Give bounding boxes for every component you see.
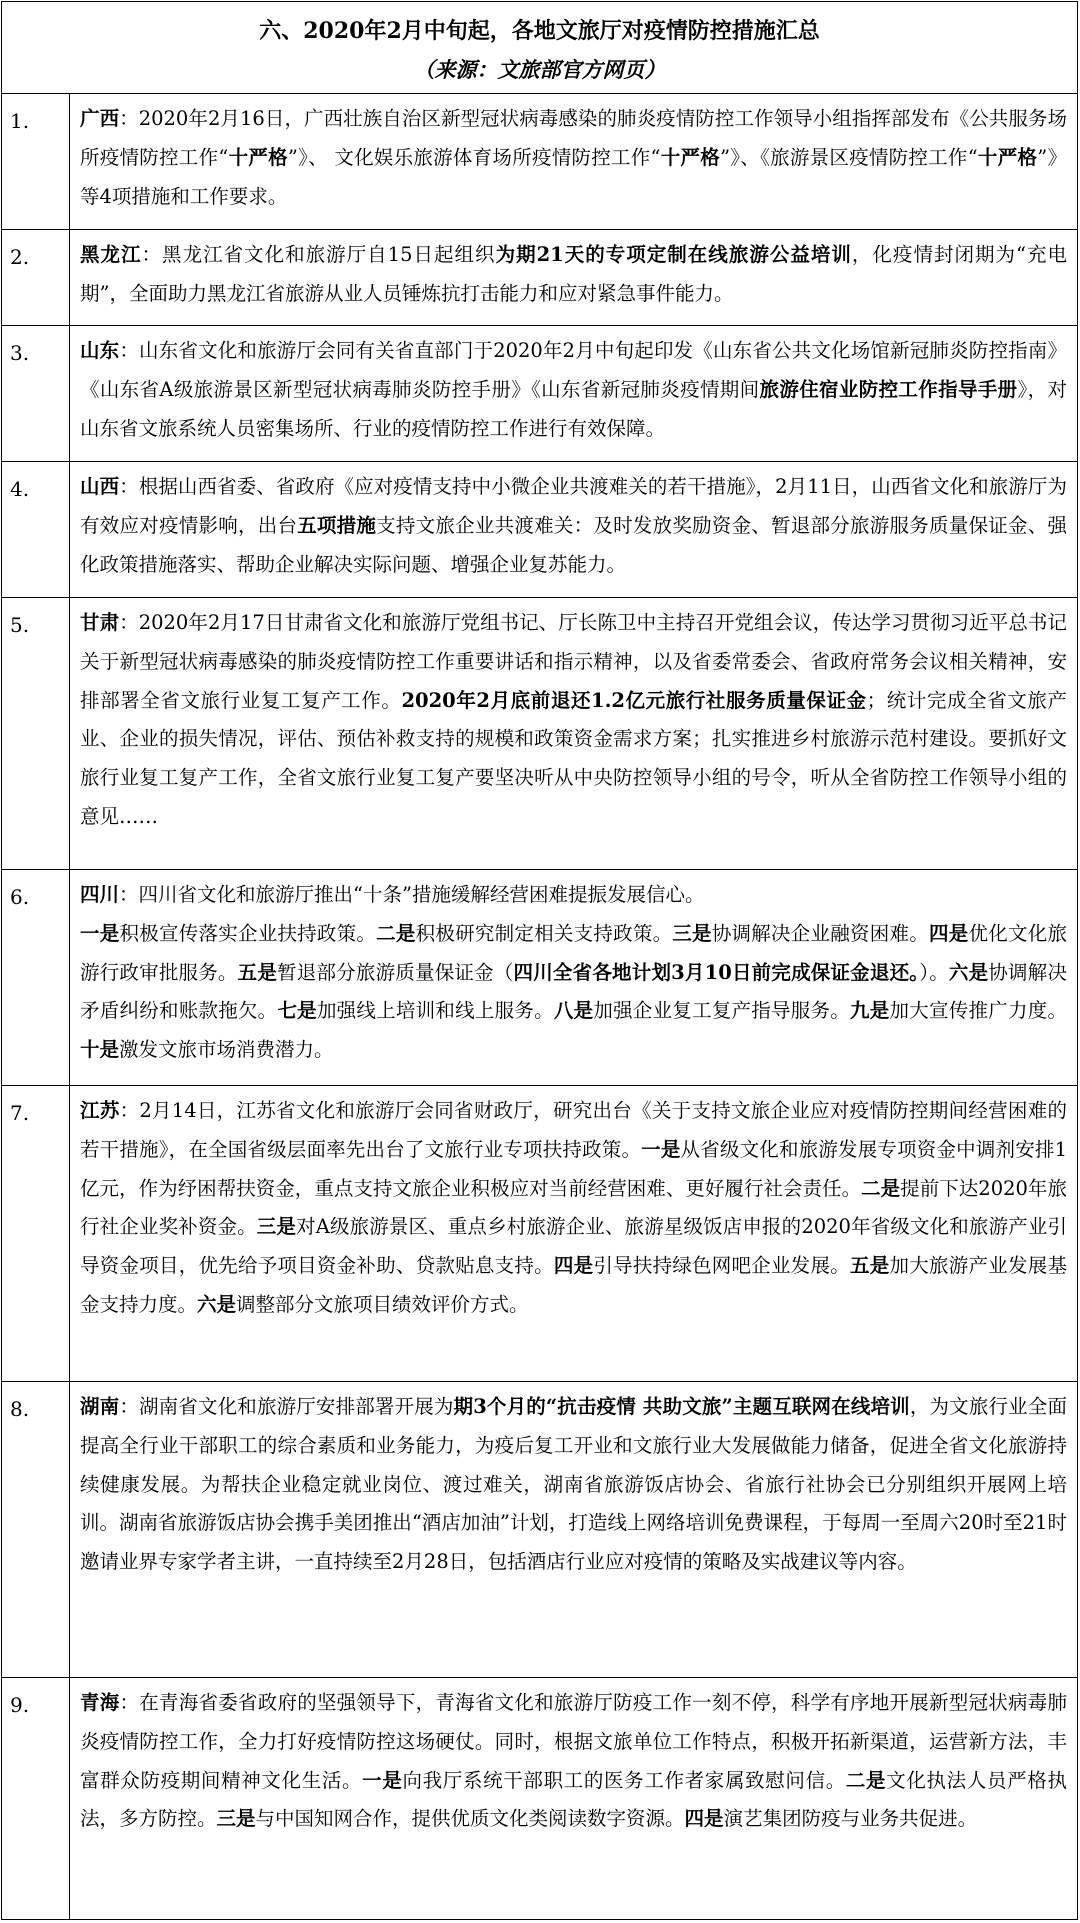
body-text: ：2020年2月17日甘肃省文化和旅游厅党组书记、厅长陈卫中主持召开党组会议，传达学习贯彻习近平总书记关于新型冠状病毒感染的肺炎疫情防控工作重要讲话和指示精神，以及省委常委会、省政府常务会议相关精神，安排部署全省文旅行业复工复产工作。 <box>80 611 1067 712</box>
body-text: 调整部分文旅项目绩效评价方式。 <box>236 1292 529 1316</box>
bold-text: 十是 <box>80 1038 120 1062</box>
body-text: ”》 等4项措施和工作要求。 <box>80 145 1067 208</box>
bold-text: 广西 <box>80 107 120 130</box>
body-text: ”》、《旅游景区疫情防控工作“ <box>720 145 978 169</box>
bold-text: 一是 <box>641 1137 681 1161</box>
bold-text: 山东 <box>80 339 120 362</box>
row-content <box>70 870 1078 1086</box>
row-content <box>70 230 1078 326</box>
bold-text: 五项措施 <box>297 513 377 537</box>
table-title: 六、2020年2月中旬起，各地文旅厅对疫情防控措施汇总 <box>259 17 820 44</box>
bold-text: 十严格 <box>660 145 721 169</box>
bold-text: 八是 <box>553 999 594 1023</box>
bold-text: 十严格 <box>228 145 288 169</box>
bold-text: 二是 <box>845 1768 887 1792</box>
bold-text: 五是 <box>850 1254 890 1278</box>
body-text: ，化疫情封闭期为“充电期”，全面助力黑龙江省旅游从业人员锤炼抗打击能力和应对紧急事件能力。 <box>80 243 1067 305</box>
body-text: ，为文旅行业全面提高全行业干部职工的综合素质和业务能力，为疫后复工开业和文旅行业大发展做能力储备，促进全省文化旅游持续健康发展。为帮扶企业稳定就业岗位、渡过难关，湖南省旅游饭店协会、省旅行社协会已分别组织开展网上培训。湖南省旅游饭店协会携手美团推出“酒店加油”计划，打造线上网络培训免费课程，于每周一至周六20时至21时邀请业界专家学者主讲，一直持续至2月28日，包括酒店行业应对疫情的策略及实战建议等内容。 <box>80 1395 1067 1574</box>
body-text: 协调解决矛盾纠纷和账款拖欠。 <box>80 960 1067 1023</box>
body-text: ：2020年2月16日，广西壮族自治区新型冠状病毒感染的肺炎疫情防控工作领导小组指挥部发布《公共服务场所疫情防控工作“ <box>80 107 1067 169</box>
body-text: 暂退部分旅游质量保证金（ <box>277 960 514 984</box>
body-text: 加强企业复工复产指导服务。 <box>593 999 851 1023</box>
row-content <box>70 326 1078 462</box>
bold-text: 2020年2月底前退还1.2亿元旅行社服务质量保证金 <box>401 688 867 712</box>
body-text: ）。 <box>919 960 949 984</box>
body-text: ：湖南省文化和旅游厅安排部署开展为 <box>119 1395 454 1418</box>
bold-text: 四是 <box>684 1807 724 1831</box>
bold-text: 六是 <box>948 960 989 984</box>
body-text: 协调解决企业融资困难。 <box>711 921 929 945</box>
bold-text: 四是 <box>553 1254 594 1278</box>
table-subtitle: （来源：文旅部官方网页） <box>413 56 666 82</box>
body-text: 提前下达2020年旅行社企业奖补资金。 <box>80 1176 1067 1239</box>
body-text: 加大宣传推广力度。 <box>889 999 1067 1023</box>
bold-text: 二是 <box>861 1176 901 1200</box>
row-number: 2. <box>2 230 70 326</box>
bold-text: 青海 <box>80 1691 120 1714</box>
body-text: 积极宣传落实企业扶持政策。 <box>119 921 377 945</box>
bold-text: 七是 <box>277 999 317 1023</box>
bold-text: 甘肃 <box>80 611 120 634</box>
bold-text: 湖南 <box>80 1395 120 1418</box>
table-row <box>2 326 1078 462</box>
row-number: 5. <box>2 598 70 870</box>
row-content <box>70 94 1078 230</box>
body-text: 积极研究制定相关支持政策。 <box>415 921 673 945</box>
bold-text: 山西 <box>80 475 120 498</box>
body-text: 与中国知网合作，提供优质文化类阅读数字资源。 <box>255 1807 685 1831</box>
body-text: ：黑龙江省文化和旅游厅自15日起组织 <box>141 243 496 266</box>
body-text: ：2月14日，江苏省文化和旅游厅会同省财政厅，研究出台《关于支持文旅企业应对疫情防控期间经营困难的若干措施》，在全国省级层面率先出台了文旅行业专项扶持政策。 <box>80 1099 1067 1161</box>
row-number: 7. <box>2 1086 70 1382</box>
bold-text: 期3个月的“抗击疫情 共助文旅”主题互联网在线培训 <box>453 1395 910 1418</box>
body-text: ：根据山西省委、省政府《应对疫情支持中小微企业共渡难关的若干措施》，2月11日，山西省文化和旅游厅为有效应对疫情影响，出台 <box>80 475 1067 537</box>
body-text: 对A级旅游景区、重点乡村旅游企业、旅游星级饭店申报的2020年省级文化和旅游产业引导资金项目，优先给予项目资金补助、贷款贴息支持。 <box>80 1215 1067 1278</box>
body-text: 》，对山东省文旅系统人员密集场所、行业的疫情防控工作进行有效保障。 <box>80 377 1067 440</box>
measures-table <box>1 1 1078 1920</box>
bold-text: 一是 <box>362 1768 403 1792</box>
table-row <box>2 462 1078 598</box>
table-header-cell <box>2 2 1078 94</box>
bold-text: 五是 <box>237 960 278 984</box>
body-text: ”》、 文化娱乐旅游体育场所疫情防控工作“ <box>287 145 661 169</box>
body-text: 从省级文化和旅游发展专项资金中调剂安排1亿元，作为纾困帮扶资金，重点支持文旅企业积极应对当前经营困难、更好履行社会责任。 <box>80 1137 1067 1200</box>
bold-text: 四是 <box>928 921 969 945</box>
row-number: 6. <box>2 870 70 1086</box>
table-row <box>2 1086 1078 1382</box>
row-content <box>70 1086 1078 1382</box>
row-number: 9. <box>2 1678 70 1920</box>
bold-text: 六是 <box>197 1292 237 1316</box>
body-text: 优化文化旅游行政审批服务。 <box>80 921 1067 984</box>
bold-text: 一是 <box>80 921 120 945</box>
row-number: 4. <box>2 462 70 598</box>
table-row <box>2 94 1078 230</box>
bold-text: 二是 <box>376 921 416 945</box>
body-text: 支持文旅企业共渡难关：及时发放奖励资金、暂退部分旅游服务质量保证金、强化政策措施落实、帮助企业解决实际问题、增强企业复苏能力。 <box>80 513 1067 576</box>
row-number: 3. <box>2 326 70 462</box>
body-text: 激发文旅市场消费潜力。 <box>119 1038 334 1062</box>
bold-text: 江苏 <box>80 1099 120 1122</box>
row-number: 8. <box>2 1382 70 1678</box>
bold-text: 三是 <box>672 921 712 945</box>
bold-text: 四川 <box>80 883 120 906</box>
row-content <box>70 598 1078 870</box>
body-text: 文化执法人员严格执法，多方防控。 <box>80 1768 1067 1831</box>
body-text: ：四川省文化和旅游厅推出“十条”措施缓解经营困难提振发展信心。 <box>119 883 705 906</box>
bold-text: 四川全省各地计划3月10日前完成保证金退还。 <box>513 960 920 984</box>
body-text: ：山东省文化和旅游厅会同有关省直部门于2020年2月中旬起印发《山东省公共文化场馆新冠肺炎防控指南》《山东省A级旅游景区新型冠状病毒肺炎防控手册》《山东省新冠肺炎疫情期间 <box>80 339 1067 401</box>
table-row <box>2 598 1078 870</box>
row-content <box>70 462 1078 598</box>
bold-text: 三是 <box>256 1215 297 1239</box>
bold-text: 为期21天的专项定制在线旅游公益培训 <box>495 243 852 266</box>
bold-text: 九是 <box>850 999 890 1023</box>
body-text: ：在青海省委省政府的坚强领导下，青海省文化和旅游厅防疫工作一刻不停，科学有序地开展新型冠状病毒肺炎疫情防控工作，全力打好疫情防控这场硬仗。同时，根据文旅单位工作特点，积极开拓新渠道，运营新方法，丰富群众防疫期间精神文化生活。 <box>80 1691 1067 1792</box>
body-text: 演艺集团防疫与业务共促进。 <box>723 1807 978 1831</box>
row-content <box>70 1678 1078 1920</box>
body-text: 向我厅系统干部职工的医务工作者家属致慰问信。 <box>402 1768 846 1792</box>
body-text: ；统计完成全省文旅产业、企业的损失情况，评估、预估补救支持的规模和政策资金需求方案；扎实推进乡村旅游示范村建设。要抓好文旅行业复工复产工作，全省文旅行业复工复产要坚决听从中央防控领导小组的号令，听从全省防控工作领导小组的意见…… <box>80 688 1067 828</box>
body-text: 引导扶持绿色网吧企业发展。 <box>593 1254 851 1278</box>
table-row <box>2 1678 1078 1920</box>
bold-text: 十严格 <box>977 145 1038 169</box>
body-text: 加大旅游产业发展基金支持力度。 <box>80 1254 1067 1316</box>
bold-text: 黑龙江 <box>80 243 142 266</box>
bold-text: 三是 <box>216 1807 256 1831</box>
table-row <box>2 1382 1078 1678</box>
body-text: 加强线上培训和线上服务。 <box>316 999 554 1023</box>
table-header-row <box>2 2 1078 94</box>
table-row <box>2 230 1078 326</box>
bold-text: 旅游住宿业防控工作指导手册 <box>759 377 1018 401</box>
row-content <box>70 1382 1078 1678</box>
row-number: 1. <box>2 94 70 230</box>
table-row <box>2 870 1078 1086</box>
